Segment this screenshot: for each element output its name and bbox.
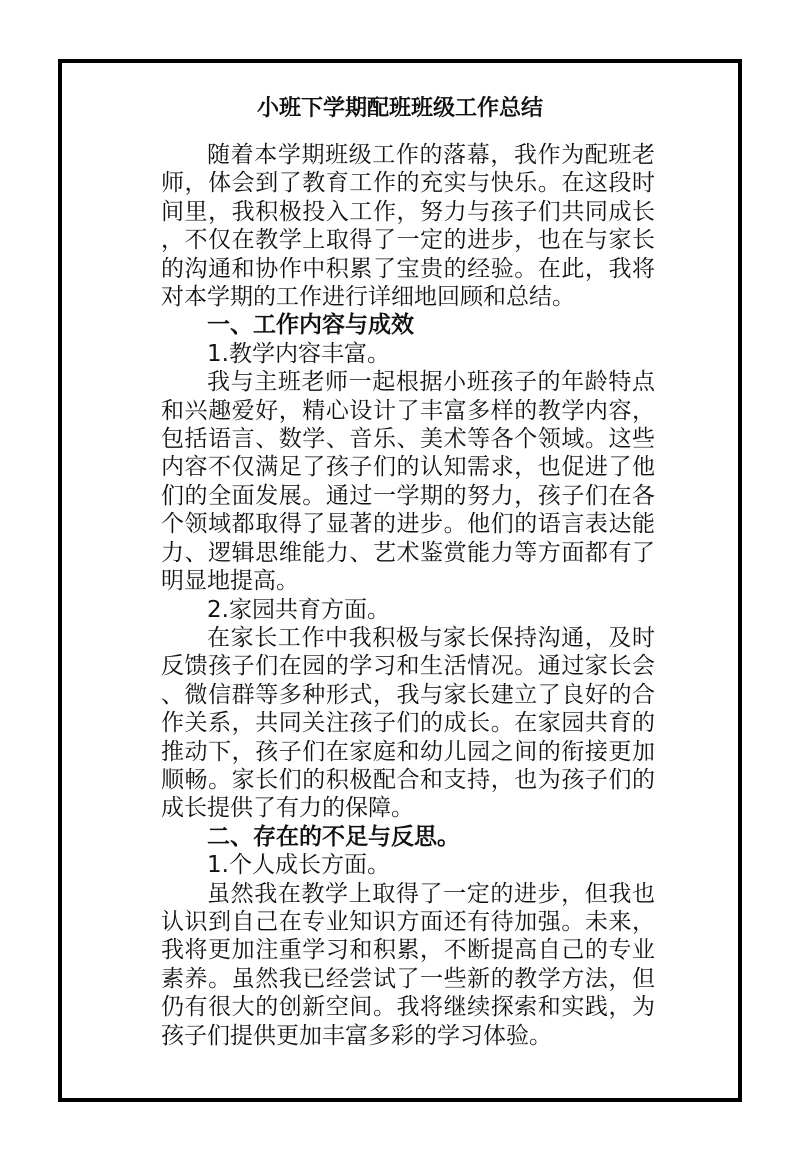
subheading-home-school: 2.家园共育方面。 (207, 596, 390, 623)
document-body (161, 141, 655, 1050)
personal-growth-paragraph: 虽然我在教学上取得了一定的进步，但我也认识到自己在专业知识方面还有待加强。未来，我将更加注重学习和积累，不断提高自己的专业素养。虽然我已经尝试了一些新的教学方法，但仍有很大的创新空间。我将继续探索和实践，为孩子们提供更加丰富多彩的学习体验。 (161, 880, 655, 1049)
document-frame (58, 59, 742, 1102)
subheading-teaching: 1.教学内容丰富。 (207, 340, 390, 367)
document-title: 小班下学期配班班级工作总结 (256, 96, 543, 121)
section-heading-1: 一、工作内容与成效 (207, 312, 414, 339)
home-school-paragraph: 在家长工作中我积极与家长保持沟通，及时反馈孩子们在园的学习和生活情况。通过家长会、微信群等多种形式，我与家长建立了良好的合作关系，共同关注孩子们的成长。在家园共育的推动下，孩子们在家庭和幼儿园之间的衔接更加顺畅。家长们的积极配合和支持，也为孩子们的成长提供了有力的保障。 (161, 624, 655, 822)
section-heading-2: 二、存在的不足与反思。 (207, 823, 460, 850)
teaching-paragraph: 我与主班老师一起根据小班孩子的年龄特点和兴趣爱好，精心设计了丰富多样的教学内容，包括语言、数学、音乐、美术等各个领域。这些内容不仅满足了孩子们的认知需求，也促进了他们的全面发展。通过一学期的努力，孩子们在各个领域都取得了显著的进步。他们的语言表达能力、逻辑思维能力、艺术鉴赏能力等方面都有了明显地提高。 (161, 369, 655, 595)
intro-paragraph: 随着本学期班级工作的落幕，我作为配班老师，体会到了教育工作的充实与快乐。在这段时间里，我积极投入工作，努力与孩子们共同成长，不仅在教学上取得了一定的进步，也在与家长的沟通和协作中积累了宝贵的经验。在此，我将对本学期的工作进行详细地回顾和总结。 (161, 142, 655, 311)
subheading-personal-growth: 1.个人成长方面。 (207, 852, 390, 879)
